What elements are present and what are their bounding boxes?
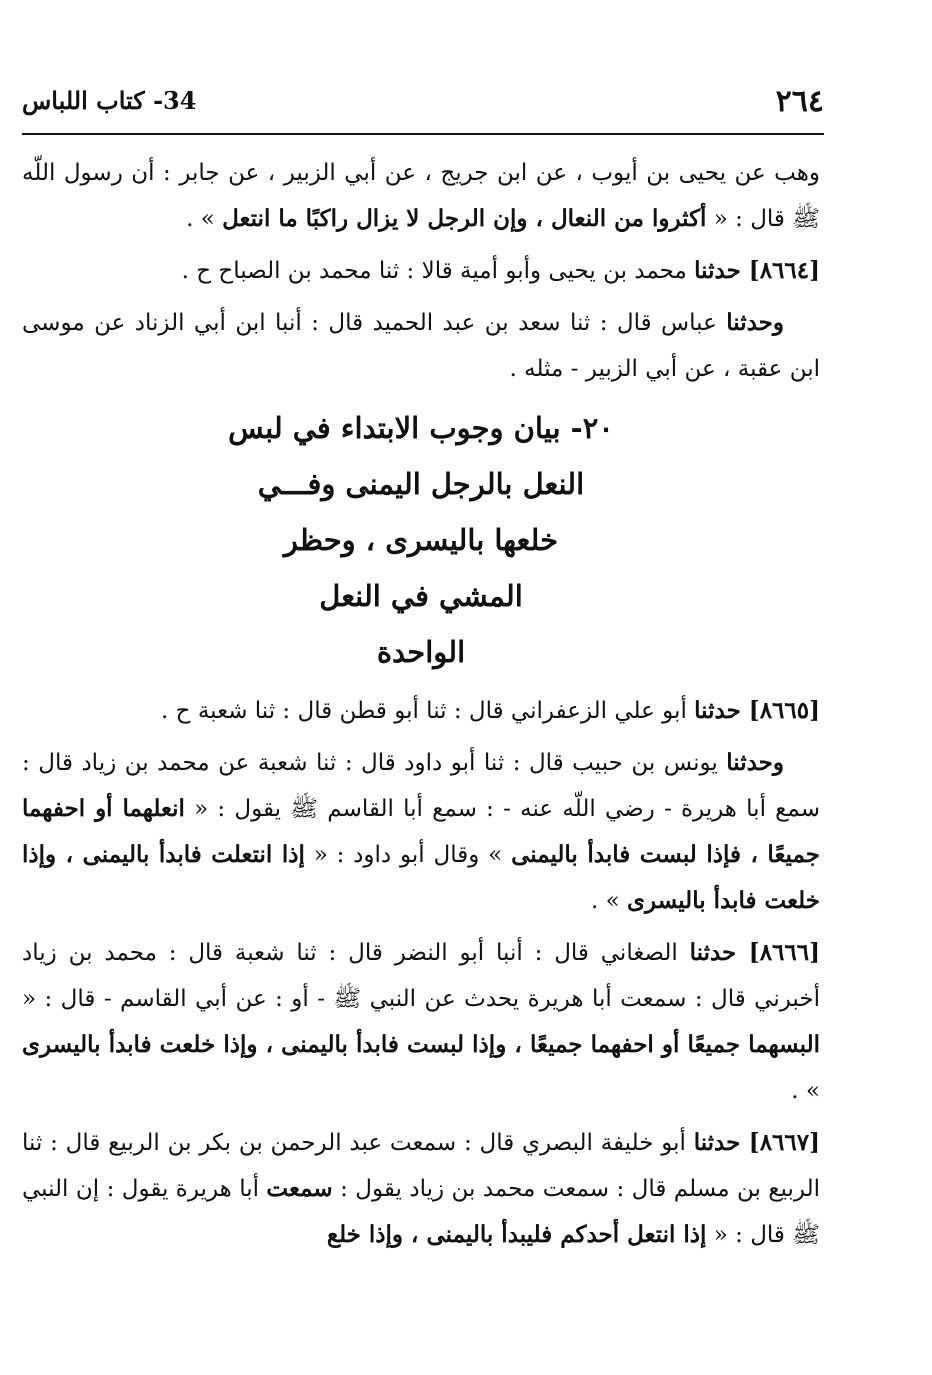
bold-text-segment: [٨٦٦٤] حدثنا (694, 257, 820, 284)
text-segment: » وقال أبو داود : « (304, 842, 512, 868)
chapter-heading-line: ٢٠- بيان وجوب الابتداء في لبس (228, 411, 614, 445)
text-segment: » . (186, 206, 223, 232)
text-segment: الصغاني قال : أنبا أبو النضر قال : ثنا شعبة قال : محمد بن زياد أخبرني قال : سمعت أبا هريرة يحدث عن النبي ﷺ - أو : عن أبي القاسم - قال : « (22, 940, 820, 1012)
text-segment: أبو علي الزعفراني قال : ثنا أبو قطن قال : ثنا شعبة ح . (161, 698, 695, 724)
text-segment: وهب عن يحيى بن أيوب ، عن ابن جريج ، عن أبي الزبير ، عن جابر : أن رسول اللّه ﷺ قال : « (22, 160, 820, 232)
text-segment: عباس قال : ثنا سعد بن عبد الحميد قال : أنبا ابن أبي الزناد عن موسى ابن عقبة ، عن أبي الزبير - مثله . (22, 310, 820, 382)
bold-text-segment: إذا انتعل أحدكم فليبدأ باليمنى ، وإذا خلع (326, 1221, 707, 1248)
page-number: ٢٦٤ (775, 84, 824, 119)
paragraph-group-1 (22, 150, 820, 392)
hadith-paragraph (22, 740, 820, 924)
running-head: 34- كتاب اللباس (22, 86, 197, 115)
header-rule (22, 133, 824, 135)
hadith-paragraph (22, 1120, 820, 1258)
page-header (22, 84, 824, 120)
hadith-paragraph (22, 688, 820, 734)
hadith-paragraph (22, 930, 820, 1114)
text-segment: » . (591, 888, 628, 914)
chapter-heading-line: المشي في النعل (319, 579, 523, 613)
chapter-heading (22, 400, 820, 680)
paragraph-group-2 (22, 688, 820, 1258)
bold-text-segment: [٨٦٦٧] حدثنا (693, 1129, 820, 1156)
hadith-paragraph (22, 150, 820, 242)
page-body (22, 150, 820, 1264)
bold-text-segment: [٨٦٦٦] حدثنا (689, 939, 820, 966)
text-segment: » . (791, 1078, 820, 1104)
bold-text-segment: أكثروا من النعال ، وإن الرجل لا يزال راكبًا ما انتعل (222, 205, 707, 232)
text-segment: يونس بن حبيب قال : ثنا أبو داود قال : ثنا شعبة عن محمد بن زياد قال : سمع أبا هريرة - رضي اللّه عنه - : سمع أبا القاسم ﷺ يقول : « (22, 750, 820, 822)
text-segment: محمد بن يحيى وأبو أمية قالا : ثنا محمد بن الصباح ح . (181, 258, 695, 284)
bold-text-segment: وحدثنا (726, 749, 784, 776)
bold-text-segment: البسهما جميعًا أو احفهما جميعًا ، وإذا لبست فابدأ باليمنى ، وإذا خلعت فابدأ باليسرى (22, 1031, 820, 1058)
hadith-paragraph (22, 248, 820, 294)
bold-text-segment: سمعت (266, 1175, 333, 1202)
text-segment: أبا هريرة يقول : إن النبي ﷺ قال : « (22, 1176, 820, 1248)
chapter-heading-line: النعل بالرجل اليمنى وفـــي (257, 467, 585, 501)
bold-text-segment: انعلهما أو احفهما جميعًا ، فإذا لبست فابدأ باليمنى (22, 795, 820, 868)
bold-text-segment: إذا انتعلت فابدأ باليمنى ، وإذا خلعت فابدأ باليسرى (22, 841, 820, 914)
bold-text-segment: وحدثنا (726, 309, 784, 336)
hadith-paragraph (22, 300, 820, 392)
text-segment: أبو خليفة البصري قال : سمعت عبد الرحمن بن بكر بن الربيع قال : ثنا الربيع بن مسلم قال : سمعت محمد بن زياد يقول : (22, 1130, 820, 1202)
chapter-heading-line: خلعها باليسرى ، وحظر (283, 523, 559, 557)
bold-text-segment: [٨٦٦٥] حدثنا (694, 697, 820, 724)
chapter-heading-line: الواحدة (376, 635, 466, 669)
